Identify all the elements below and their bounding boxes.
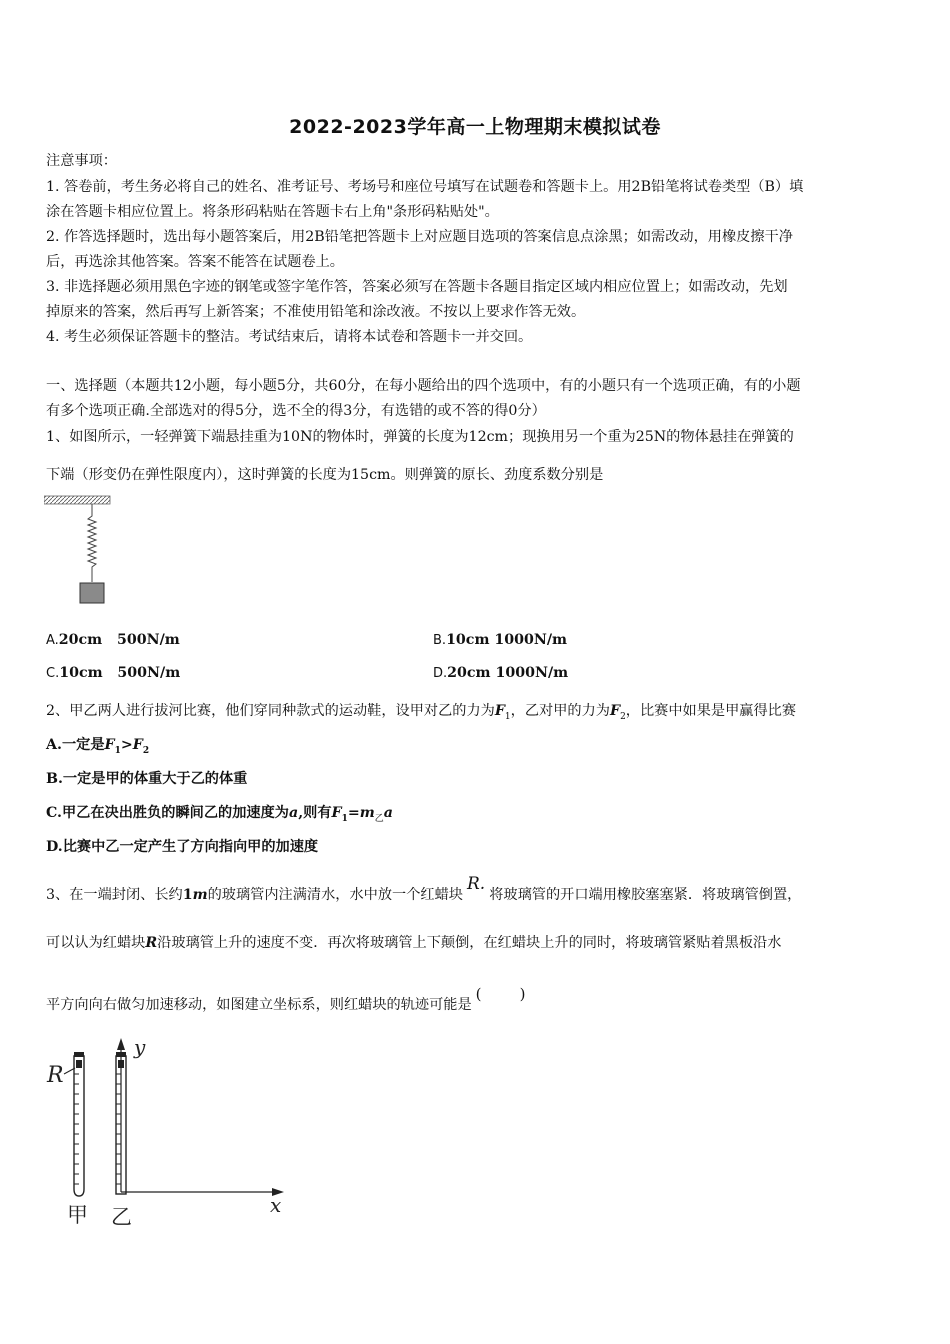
- q2-stem-part-b: ，乙对甲的力为: [510, 703, 610, 719]
- q2-option-c-m: m: [359, 805, 375, 821]
- hanging-block: [80, 583, 104, 603]
- q3-stem-line-2: [46, 932, 781, 952]
- axis-x-label: x: [270, 1193, 282, 1217]
- q1-option-a-key: A.: [46, 633, 59, 648]
- spring-figure: [44, 494, 114, 608]
- q3-line1-b: 的玻璃管内注满清水，水中放一个红蜡块: [207, 887, 463, 903]
- q3-stem-line-3: [46, 985, 526, 1014]
- axis-y-label: y: [134, 1035, 146, 1059]
- section-heading-line-1: 一、选择题（本题共12小题，每小题5分，共60分，在每小题给出的四个选项中，有的小题只有一个选项正确，有的小题: [46, 378, 801, 394]
- q3-answer-paren: ( ): [475, 985, 526, 1003]
- q2-option-c-text-2: ,则有: [298, 805, 332, 821]
- page-title: 2022-2023学年高一上物理期末模拟试卷: [289, 116, 661, 138]
- q2-option-a-gt: >: [120, 737, 133, 753]
- q2-stem: [46, 700, 796, 722]
- q3-line3: 平方向向右做匀加速移动，如图建立坐标系，则红蜡块的轨迹可能是: [46, 997, 472, 1013]
- notice-line-7: 4. 考生必须保证答题卡的整洁。考试结束后，请将本试卷和答题卡一并交回。: [46, 329, 533, 345]
- q2-option-c-m-sub: 乙: [374, 813, 384, 824]
- section-heading-line-2: 有多个选项正确.全部选对的得5分，选不全的得3分，有选错的或不答的得0分）: [46, 403, 546, 419]
- tube-jia: [74, 1052, 84, 1196]
- q2-option-c-text: C.甲乙在决出胜负的瞬间乙的加速度为: [46, 805, 289, 821]
- q1-option-b-key: B.: [433, 633, 447, 648]
- q2-option-a-f2-sub: 2: [142, 745, 150, 756]
- q2-stem-part-a: 2、甲乙两人进行拔河比赛，他们穿同种款式的运动鞋，设甲对乙的力为: [46, 703, 495, 719]
- q2-option-c[interactable]: [46, 802, 393, 824]
- notice-heading: 注意事项：: [46, 153, 117, 169]
- q2-option-a[interactable]: [46, 734, 149, 756]
- q2-option-c-f1-sub: 1: [341, 813, 348, 824]
- q2-option-a-f1: F: [104, 737, 115, 753]
- notice-line-3: 2. 作答选择题时，选出每小题答案后，用2B铅笔把答题卡上对应题目选项的答案信息点涂黑；如需改动，用橡皮擦干净: [46, 229, 793, 245]
- q1-option-a-text: 20cm 500N/m: [58, 632, 180, 648]
- q1-option-a[interactable]: [46, 632, 180, 648]
- coordinate-axes: [117, 1038, 284, 1196]
- glass-tube-figure: [44, 1034, 294, 1234]
- notice-line-5: 3. 非选择题必须用黑色字迹的钢笔或签字笔作答，答案必须写在答题卡各题目指定区域内相应位置上；如需改动，先划: [46, 279, 788, 295]
- red-wax-block-jia: [76, 1060, 82, 1068]
- label-yi: 乙: [111, 1205, 132, 1229]
- q2-f1-sub: 1: [504, 711, 511, 722]
- q2-f2: F: [609, 703, 621, 719]
- q2-option-d[interactable]: D.比赛中乙一定产生了方向指向甲的加速度: [46, 839, 319, 855]
- q2-option-a-f2: F: [132, 737, 143, 753]
- tube-r-label: R: [47, 1063, 64, 1088]
- q3-line1-unit: m: [192, 887, 208, 903]
- q2-option-c-eq: =: [347, 805, 360, 821]
- q1-option-b[interactable]: [433, 632, 567, 648]
- q1-stem-line-1: 1、如图所示，一轻弹簧下端悬挂重为10N的物体时，弹簧的长度为12cm；现换用另一个重为25N的物体悬挂在弹簧的: [46, 429, 794, 445]
- q2-option-b[interactable]: B.一定是甲的体重大于乙的体重: [46, 771, 248, 787]
- q2-option-a-f1-sub: 1: [114, 745, 121, 756]
- notice-line-6: 掉原来的答案，然后再写上新答案；不准使用铅笔和涂改液。不按以上要求作答无效。: [46, 304, 586, 320]
- q3-line1-a: 3、在一端封闭、长约: [46, 887, 183, 903]
- q1-option-d[interactable]: [433, 665, 568, 681]
- q1-option-c-text: 10cm 500N/m: [59, 665, 181, 681]
- q2-f2-sub: 2: [620, 711, 626, 722]
- q2-option-a-text: A.一定是: [46, 737, 105, 753]
- q3-line2-r: R: [145, 935, 158, 951]
- q1-option-d-key: D.: [433, 666, 448, 681]
- q2-stem-part-c: ，比赛中如果是甲赢得比赛: [625, 703, 797, 719]
- label-jia: 甲: [67, 1203, 88, 1227]
- q3-r-label: R.: [467, 874, 486, 894]
- q1-option-d-text: 20cm 1000N/m: [447, 665, 569, 681]
- q3-stem-line-1: [46, 874, 802, 904]
- q3-line2-b: 沿玻璃管上升的速度不变．再次将玻璃管上下颠倒，在红蜡块上升的同时，将玻璃管紧贴着黑板沿水: [157, 935, 782, 951]
- ceiling-support: [44, 496, 110, 504]
- q2-option-c-f1: F: [331, 805, 342, 821]
- q3-line1-c: 将玻璃管的开口端用橡胶塞塞紧．将玻璃管倒置，: [489, 887, 802, 903]
- spring: [88, 504, 96, 582]
- q2-option-c-a2: a: [383, 805, 393, 821]
- q2-option-c-a: a: [288, 805, 299, 821]
- q3-line1-num: 1: [182, 887, 193, 903]
- q1-option-c-key: C.: [46, 666, 60, 681]
- q1-option-c[interactable]: [46, 665, 180, 681]
- notice-line-1: 1. 答卷前，考生务必将自己的姓名、准考证号、考场号和座位号填写在试题卷和答题卡上。用2B铅笔将试卷类型（B）填: [46, 179, 804, 195]
- q3-line2-a: 可以认为红蜡块: [46, 935, 146, 951]
- q1-stem-line-2: 下端（形变仍在弹性限度内），这时弹簧的长度为15cm。则弹簧的原长、劲度系数分别是: [46, 467, 604, 483]
- q1-option-b-text: 10cm 1000N/m: [446, 632, 568, 648]
- notice-line-4: 后，再选涂其他答案。答案不能答在试题卷上。: [46, 254, 344, 270]
- q2-f1: F: [494, 703, 505, 719]
- notice-line-2: 涂在答题卡相应位置上。将条形码粘贴在答题卡右上角"条形码粘贴处"。: [46, 204, 499, 220]
